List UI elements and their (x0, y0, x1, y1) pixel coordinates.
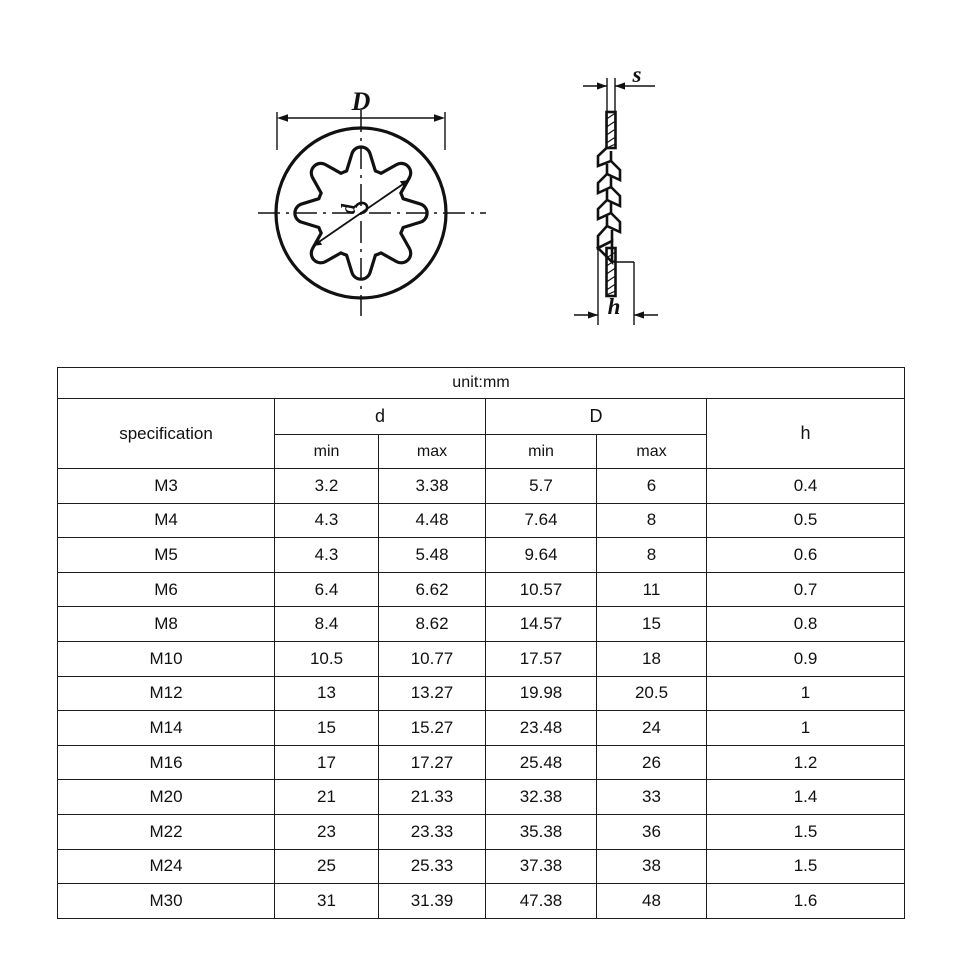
cell-D-min: 32.38 (486, 780, 597, 815)
cell-d-min: 10.5 (275, 641, 379, 676)
cell-specification: M20 (58, 780, 275, 815)
technical-drawing (0, 0, 960, 350)
cell-d-max: 6.62 (379, 572, 486, 607)
dimension-label-d: d (338, 204, 360, 214)
cell-D-min: 25.48 (486, 745, 597, 780)
specification-table-container (57, 367, 904, 919)
cell-D-min: 47.38 (486, 884, 597, 919)
cell-D-min: 9.64 (486, 538, 597, 573)
cell-D-max: 38 (597, 849, 707, 884)
cell-specification: M4 (58, 503, 275, 538)
cell-h: 0.7 (707, 572, 905, 607)
cell-h: 1.5 (707, 814, 905, 849)
cell-specification: M16 (58, 745, 275, 780)
column-header-specification: specification (58, 399, 275, 469)
cell-h: 1.6 (707, 884, 905, 919)
cell-h: 0.4 (707, 469, 905, 504)
cell-specification: M3 (58, 469, 275, 504)
table-row (58, 849, 905, 884)
table-row (58, 745, 905, 780)
cell-d-min: 23 (275, 814, 379, 849)
thickness-dimension-s (583, 78, 655, 128)
column-header-h: h (707, 399, 905, 469)
cell-D-min: 23.48 (486, 711, 597, 746)
unit-note-row (58, 368, 905, 399)
table-row (58, 780, 905, 815)
column-header-d-min: min (275, 435, 379, 469)
cell-D-max: 20.5 (597, 676, 707, 711)
cell-h: 0.5 (707, 503, 905, 538)
cell-d-min: 15 (275, 711, 379, 746)
cell-D-max: 36 (597, 814, 707, 849)
cell-D-min: 14.57 (486, 607, 597, 642)
cell-d-max: 23.33 (379, 814, 486, 849)
cell-d-max: 10.77 (379, 641, 486, 676)
specification-table (57, 367, 905, 919)
cell-h: 1 (707, 676, 905, 711)
cell-d-max: 3.38 (379, 469, 486, 504)
dimension-label-D: D (351, 87, 371, 116)
cell-d-max: 15.27 (379, 711, 486, 746)
cell-specification: M12 (58, 676, 275, 711)
cell-D-max: 24 (597, 711, 707, 746)
cell-D-max: 48 (597, 884, 707, 919)
cell-D-max: 8 (597, 538, 707, 573)
table-row (58, 572, 905, 607)
cell-h: 0.8 (707, 607, 905, 642)
cell-D-min: 35.38 (486, 814, 597, 849)
cell-h: 1.4 (707, 780, 905, 815)
side-view-group (574, 62, 658, 325)
cell-d-min: 4.3 (275, 538, 379, 573)
cell-D-max: 11 (597, 572, 707, 607)
cell-specification: M14 (58, 711, 275, 746)
cell-d-max: 25.33 (379, 849, 486, 884)
cell-D-min: 10.57 (486, 572, 597, 607)
cell-h: 0.9 (707, 641, 905, 676)
cell-D-min: 7.64 (486, 503, 597, 538)
cell-d-min: 17 (275, 745, 379, 780)
cell-d-max: 5.48 (379, 538, 486, 573)
cell-D-max: 33 (597, 780, 707, 815)
header-group-row (58, 399, 905, 435)
cell-specification: M6 (58, 572, 275, 607)
dimension-label-s: s (632, 62, 642, 87)
cell-d-min: 8.4 (275, 607, 379, 642)
table-row (58, 469, 905, 504)
cell-D-min: 19.98 (486, 676, 597, 711)
column-header-D-outer: D (486, 399, 707, 435)
cell-specification: M8 (58, 607, 275, 642)
cell-d-max: 21.33 (379, 780, 486, 815)
table-row (58, 884, 905, 919)
cell-d-min: 6.4 (275, 572, 379, 607)
cell-specification: M30 (58, 884, 275, 919)
cell-d-min: 31 (275, 884, 379, 919)
cell-d-max: 17.27 (379, 745, 486, 780)
table-body (58, 469, 905, 919)
cell-specification: M5 (58, 538, 275, 573)
cell-specification: M10 (58, 641, 275, 676)
cell-d-max: 13.27 (379, 676, 486, 711)
cell-h: 0.6 (707, 538, 905, 573)
column-header-d: d (275, 399, 486, 435)
table-row (58, 814, 905, 849)
cell-h: 1.5 (707, 849, 905, 884)
cell-d-min: 13 (275, 676, 379, 711)
cell-d-max: 31.39 (379, 884, 486, 919)
cell-D-min: 37.38 (486, 849, 597, 884)
cell-h: 1.2 (707, 745, 905, 780)
cell-d-min: 3.2 (275, 469, 379, 504)
cell-d-max: 8.62 (379, 607, 486, 642)
cell-D-max: 26 (597, 745, 707, 780)
cell-D-max: 18 (597, 641, 707, 676)
cell-d-min: 21 (275, 780, 379, 815)
cell-d-min: 25 (275, 849, 379, 884)
cell-h: 1 (707, 711, 905, 746)
cell-D-max: 15 (597, 607, 707, 642)
front-view-group (258, 87, 486, 316)
cell-D-min: 5.7 (486, 469, 597, 504)
dimension-label-h: h (607, 294, 621, 319)
table-head (58, 368, 905, 469)
cell-d-max: 4.48 (379, 503, 486, 538)
washer-edge-section (598, 112, 620, 296)
column-header-D-min: min (486, 435, 597, 469)
column-header-d-max: max (379, 435, 486, 469)
unit-note: unit:mm (58, 368, 905, 399)
cell-D-max: 8 (597, 503, 707, 538)
table-row (58, 538, 905, 573)
table-row (58, 503, 905, 538)
cell-d-min: 4.3 (275, 503, 379, 538)
cell-specification: M22 (58, 814, 275, 849)
table-row (58, 641, 905, 676)
column-header-D-max: max (597, 435, 707, 469)
table-row (58, 711, 905, 746)
cell-specification: M24 (58, 849, 275, 884)
table-row (58, 607, 905, 642)
cell-D-max: 6 (597, 469, 707, 504)
cell-D-min: 17.57 (486, 641, 597, 676)
table-row (58, 676, 905, 711)
